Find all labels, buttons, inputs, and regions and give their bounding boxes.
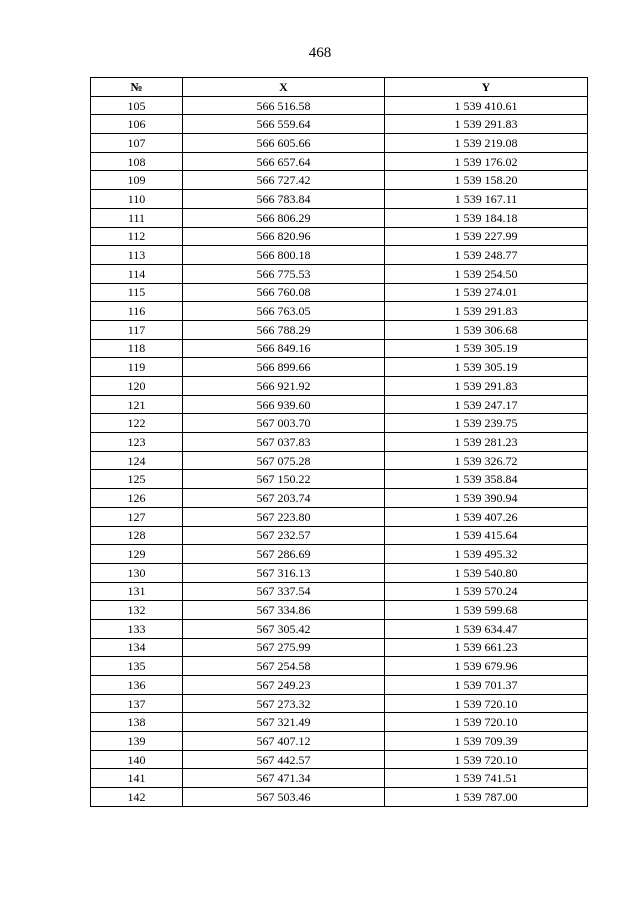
cell-y: 1 539 167.11 [385,190,588,209]
cell-y: 1 539 720.10 [385,694,588,713]
cell-x: 567 337.54 [183,582,385,601]
cell-number: 136 [91,676,183,695]
header-row [91,78,588,97]
cell-x: 566 921.92 [183,377,385,396]
table-row [91,414,588,433]
table-row [91,264,588,283]
table-row [91,582,588,601]
cell-number: 139 [91,732,183,751]
cell-y: 1 539 305.19 [385,358,588,377]
cell-x: 567 442.57 [183,750,385,769]
cell-y: 1 539 741.51 [385,769,588,788]
table-row [91,601,588,620]
cell-number: 126 [91,489,183,508]
table-row [91,676,588,695]
cell-x: 567 321.49 [183,713,385,732]
table-row [91,788,588,807]
table-row [91,526,588,545]
cell-y: 1 539 254.50 [385,264,588,283]
cell-x: 567 003.70 [183,414,385,433]
cell-number: 107 [91,134,183,153]
cell-number: 123 [91,433,183,452]
cell-number: 116 [91,302,183,321]
table-row [91,115,588,134]
table-row [91,227,588,246]
cell-y: 1 539 407.26 [385,507,588,526]
table-row [91,563,588,582]
cell-y: 1 539 415.64 [385,526,588,545]
cell-x: 566 763.05 [183,302,385,321]
cell-y: 1 539 158.20 [385,171,588,190]
cell-y: 1 539 787.00 [385,788,588,807]
table-row [91,283,588,302]
cell-number: 113 [91,246,183,265]
table-row [91,769,588,788]
cell-y: 1 539 570.24 [385,582,588,601]
cell-y: 1 539 599.68 [385,601,588,620]
cell-x: 567 503.46 [183,788,385,807]
cell-number: 137 [91,694,183,713]
table-row [91,246,588,265]
cell-x: 567 249.23 [183,676,385,695]
table-row [91,171,588,190]
cell-y: 1 539 291.83 [385,377,588,396]
cell-number: 117 [91,320,183,339]
cell-y: 1 539 274.01 [385,283,588,302]
cell-x: 567 150.22 [183,470,385,489]
table-row [91,320,588,339]
cell-number: 125 [91,470,183,489]
table-row [91,433,588,452]
cell-x: 567 232.57 [183,526,385,545]
cell-x: 567 203.74 [183,489,385,508]
cell-x: 566 783.84 [183,190,385,209]
cell-number: 135 [91,657,183,676]
cell-x: 567 316.13 [183,563,385,582]
header-y: Y [385,78,588,97]
cell-x: 566 800.18 [183,246,385,265]
cell-x: 566 657.64 [183,152,385,171]
cell-y: 1 539 701.37 [385,676,588,695]
cell-number: 124 [91,451,183,470]
cell-number: 105 [91,96,183,115]
table-row [91,208,588,227]
cell-number: 133 [91,619,183,638]
cell-x: 566 820.96 [183,227,385,246]
cell-y: 1 539 291.83 [385,115,588,134]
cell-y: 1 539 679.96 [385,657,588,676]
cell-y: 1 539 248.77 [385,246,588,265]
cell-x: 567 254.58 [183,657,385,676]
table-row [91,489,588,508]
cell-number: 106 [91,115,183,134]
cell-number: 112 [91,227,183,246]
cell-y: 1 539 247.17 [385,395,588,414]
table-row [91,377,588,396]
cell-number: 119 [91,358,183,377]
cell-number: 140 [91,750,183,769]
cell-y: 1 539 176.02 [385,152,588,171]
cell-x: 566 605.66 [183,134,385,153]
header-number: № [91,78,183,97]
cell-number: 114 [91,264,183,283]
cell-number: 121 [91,395,183,414]
cell-y: 1 539 291.83 [385,302,588,321]
cell-x: 566 775.53 [183,264,385,283]
cell-number: 131 [91,582,183,601]
table-row [91,358,588,377]
cell-y: 1 539 709.39 [385,732,588,751]
table-header [91,78,588,97]
cell-y: 1 539 358.84 [385,470,588,489]
cell-x: 567 273.32 [183,694,385,713]
table-row [91,470,588,489]
cell-y: 1 539 720.10 [385,750,588,769]
table-row [91,638,588,657]
cell-x: 566 559.64 [183,115,385,134]
table-row [91,395,588,414]
cell-number: 127 [91,507,183,526]
cell-y: 1 539 227.99 [385,227,588,246]
table-row [91,713,588,732]
cell-x: 566 760.08 [183,283,385,302]
table-row [91,302,588,321]
header-x: X [183,78,385,97]
cell-y: 1 539 326.72 [385,451,588,470]
cell-x: 567 334.86 [183,601,385,620]
cell-y: 1 539 540.80 [385,563,588,582]
cell-number: 120 [91,377,183,396]
cell-y: 1 539 306.68 [385,320,588,339]
table-row [91,657,588,676]
cell-number: 128 [91,526,183,545]
table-row [91,152,588,171]
cell-x: 566 788.29 [183,320,385,339]
table-row [91,190,588,209]
cell-number: 134 [91,638,183,657]
cell-number: 141 [91,769,183,788]
cell-y: 1 539 661.23 [385,638,588,657]
table-row [91,694,588,713]
cell-x: 567 037.83 [183,433,385,452]
cell-x: 567 223.80 [183,507,385,526]
cell-y: 1 539 495.32 [385,545,588,564]
cell-x: 566 516.58 [183,96,385,115]
table-row [91,507,588,526]
cell-x: 567 275.99 [183,638,385,657]
cell-y: 1 539 634.47 [385,619,588,638]
cell-x: 566 899.66 [183,358,385,377]
cell-x: 567 407.12 [183,732,385,751]
cell-y: 1 539 305.19 [385,339,588,358]
table-row [91,619,588,638]
cell-y: 1 539 390.94 [385,489,588,508]
cell-y: 1 539 281.23 [385,433,588,452]
table-row [91,339,588,358]
table-row [91,750,588,769]
cell-y: 1 539 219.08 [385,134,588,153]
cell-x: 566 806.29 [183,208,385,227]
page-number: 468 [308,45,332,61]
cell-number: 129 [91,545,183,564]
cell-y: 1 539 720.10 [385,713,588,732]
cell-number: 115 [91,283,183,302]
table-row [91,732,588,751]
cell-number: 110 [91,190,183,209]
cell-number: 122 [91,414,183,433]
cell-number: 132 [91,601,183,620]
cell-x: 566 939.60 [183,395,385,414]
cell-x: 566 849.16 [183,339,385,358]
cell-x: 567 286.69 [183,545,385,564]
cell-y: 1 539 184.18 [385,208,588,227]
cell-x: 567 075.28 [183,451,385,470]
table-body [91,96,588,806]
cell-y: 1 539 239.75 [385,414,588,433]
cell-number: 109 [91,171,183,190]
table-row [91,134,588,153]
cell-x: 567 471.34 [183,769,385,788]
table-row [91,96,588,115]
table-row [91,545,588,564]
cell-number: 108 [91,152,183,171]
cell-number: 130 [91,563,183,582]
coordinates-table [90,77,588,807]
cell-x: 566 727.42 [183,171,385,190]
cell-y: 1 539 410.61 [385,96,588,115]
cell-number: 118 [91,339,183,358]
cell-x: 567 305.42 [183,619,385,638]
cell-number: 111 [91,208,183,227]
cell-number: 138 [91,713,183,732]
table-row [91,451,588,470]
cell-number: 142 [91,788,183,807]
